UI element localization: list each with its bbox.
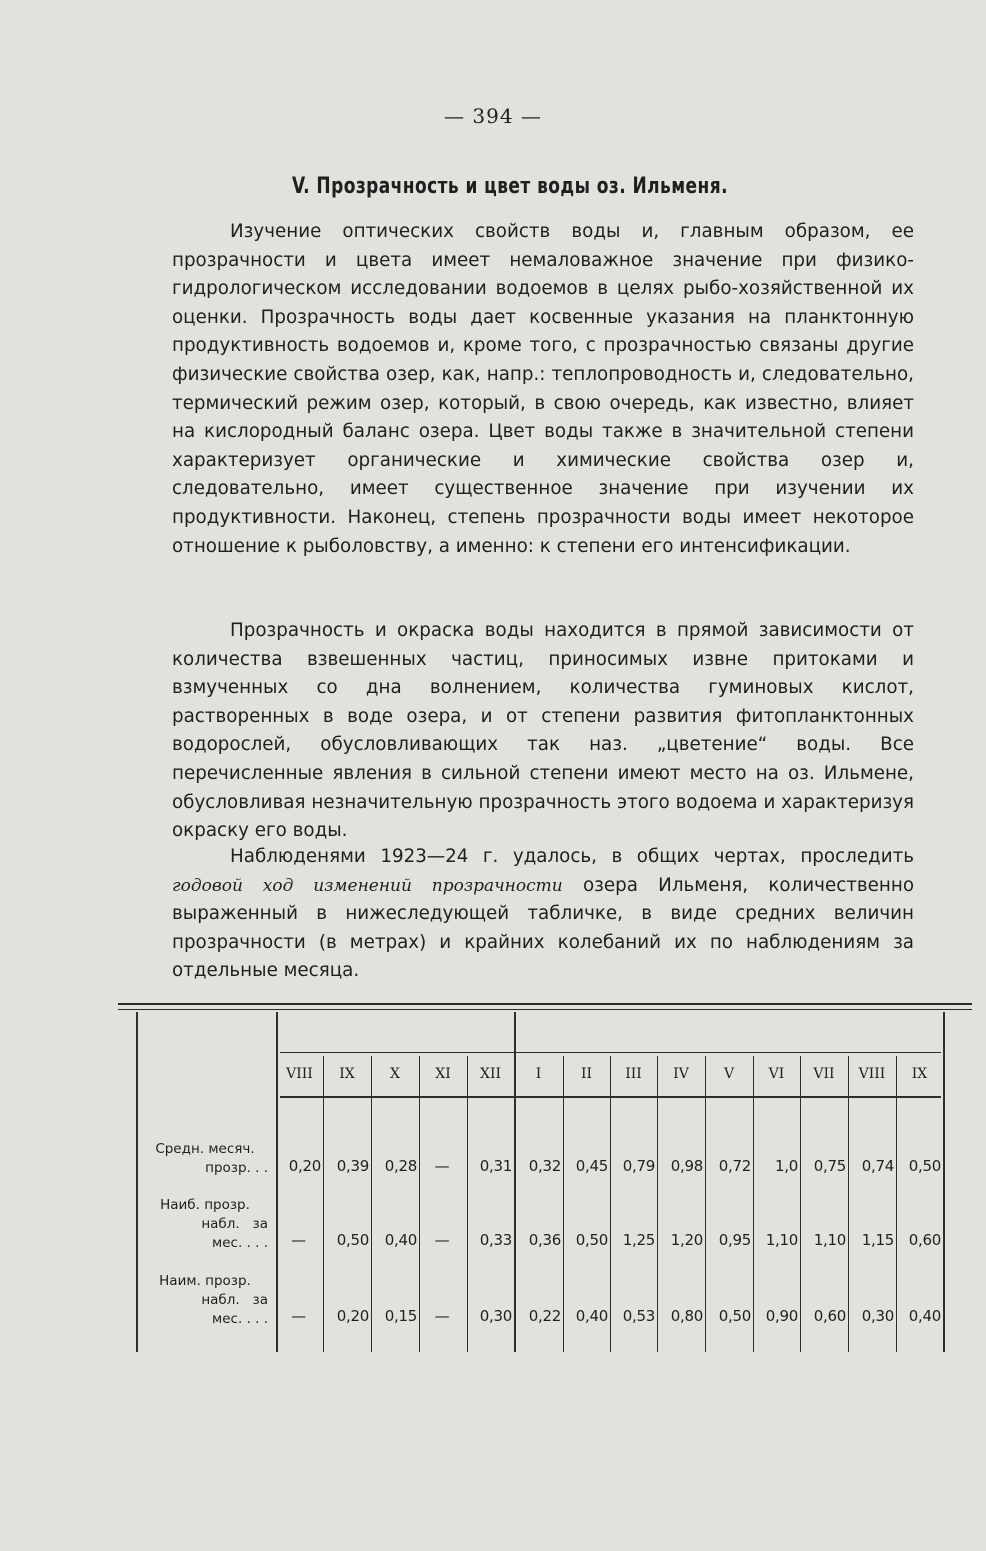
table-cell: 0,20 [336, 1307, 369, 1325]
table-cell: 1,0 [775, 1157, 798, 1175]
table-cell: 0,50 [718, 1307, 751, 1325]
table-cell: 0,60 [908, 1231, 941, 1249]
table-cell: 0,40 [908, 1307, 941, 1325]
table-cell: 0,50 [336, 1231, 369, 1249]
table-cell: 0,30 [861, 1307, 894, 1325]
month-header: IV [673, 1066, 689, 1082]
month-header: IX [339, 1066, 355, 1082]
month-header: II [580, 1066, 593, 1082]
table-top-rule-thin [118, 1009, 972, 1010]
table-cell: 0,95 [718, 1231, 751, 1249]
row-label [142, 1272, 268, 1329]
table-cell: 0,53 [622, 1307, 655, 1325]
row-label-line: прозр. . . [205, 1160, 268, 1176]
table-cell: — [434, 1231, 450, 1249]
table-cell: 1,10 [813, 1231, 846, 1249]
table-cell: — [434, 1157, 450, 1175]
table-right-border [943, 1012, 945, 1352]
paragraph-1: Изучение оптических свойств воды и, главным образом, ее прозрачности и цвета имеет немаловажное значение при физико-гидрологическом исследовании водоемов в целях рыбо-хозяйственной их оценки. Прозрачность воды дает косвенные указания на планктонную продуктивность водоемов и, кроме того, с прозрачностью связаны другие физические свойства озер, как, напр.: теплопроводность и, следовательно, термический режим озер, который, в свою очередь, как известно, влияет на кислородный баланс озера. Цвет воды также в значительной степени характеризует органические и химические свойства озер и, следовательно, имеет существенное значение при изучении их продуктивности. Наконец, степень прозрачности воды имеет некоторое отношение к рыболовству, а именно: к степени его интенсификации. [172, 221, 914, 557]
table-cell: 0,50 [908, 1157, 941, 1175]
paragraph-3-start: Наблюденями 1923—24 г. удалось, в общих чертах, проследить [230, 846, 914, 867]
paragraph-2: Прозрачность и окраска воды находится в прямой зависимости от количества взвешенных частиц, приносимых извне притоками и взмученных со дна волнением, количества гуминовых кислот, растворенных в воде озера, и от степени развития фитопланктонных водорослей, обусловливающих так наз. „цветение“ воды. Все перечисленные явления в сильной степени имеют место на оз. Ильмене, обусловливая незначительную прозрачность этого водоема и характеризуя окраску его воды. [172, 620, 914, 842]
year-underline [280, 1052, 941, 1053]
paragraph-3-end: озера Ильменя, количественно выраженный в нижеследующей табличке, в виде средних величин прозрачности (в метрах) и крайних колебаний их по наблюдениям за отдельные месяца. [172, 874, 915, 982]
table-cell: 0,28 [384, 1157, 417, 1175]
row-label-line: мес. . . . [212, 1311, 268, 1327]
table-cell: 1,10 [765, 1231, 798, 1249]
table-cell: 0,39 [336, 1157, 369, 1175]
month-header: VII [813, 1066, 835, 1082]
table-cell: 0,32 [528, 1157, 561, 1175]
row-label-line: набл. за [201, 1216, 268, 1232]
table-cell: 0,15 [384, 1307, 417, 1325]
table-top-rule [118, 1003, 972, 1005]
row-label-line: мес. . . . [212, 1235, 268, 1251]
month-header: X [390, 1066, 400, 1082]
table-cell: 0,22 [528, 1307, 561, 1325]
table-cell: 0,40 [575, 1307, 608, 1325]
section-heading: V. Прозрачность и цвет воды оз. Ильменя. [292, 174, 728, 199]
table-cell: 0,74 [861, 1157, 894, 1175]
month-header: I [535, 1066, 542, 1082]
table-cell: 0,79 [622, 1157, 655, 1175]
paragraph-3-block [172, 843, 914, 986]
table-cell: 0,80 [670, 1307, 703, 1325]
page-number: — 394 — [444, 104, 542, 128]
table-cell: 0,75 [813, 1157, 846, 1175]
table-cell: 0,45 [575, 1157, 608, 1175]
month-header: VI [768, 1066, 785, 1082]
month-header: VIII [286, 1066, 313, 1082]
table-cell: 1,25 [622, 1231, 655, 1249]
table-cell: — [291, 1231, 306, 1249]
table-cell: 0,98 [670, 1157, 703, 1175]
table-cell: 0,36 [528, 1231, 561, 1249]
paragraph-1-block [172, 218, 914, 561]
table-cell: 0,20 [288, 1157, 321, 1175]
table-cell: 0,60 [813, 1307, 846, 1325]
month-header: III [625, 1066, 642, 1082]
table-cell: — [434, 1307, 450, 1325]
month-header: V [723, 1066, 735, 1082]
table-cell: 0,90 [765, 1307, 798, 1325]
table-cell: 0,33 [479, 1231, 512, 1249]
row-label-line: Наим. прозр. [159, 1273, 251, 1289]
table-cell: 1,20 [670, 1231, 703, 1249]
month-header: XII [479, 1066, 502, 1082]
table-cell: 1,15 [861, 1231, 894, 1249]
table-cell: 0,50 [575, 1231, 608, 1249]
paragraph-3-italic: годовой ход изменений прозрачности [172, 875, 563, 896]
paragraph-2-block [172, 617, 914, 846]
table-cell: 0,72 [718, 1157, 751, 1175]
table-cell: 0,31 [479, 1157, 512, 1175]
row-label-line: Средн. месяч. [155, 1141, 255, 1157]
month-header: XI [435, 1066, 451, 1082]
table-cell: — [291, 1307, 306, 1325]
table-cell: 0,40 [384, 1231, 417, 1249]
table-left-border [136, 1012, 138, 1352]
table-cell: 0,30 [479, 1307, 512, 1325]
month-header: IX [911, 1066, 928, 1082]
paragraph-3 [172, 843, 914, 986]
row-label [142, 1196, 268, 1253]
row-label [142, 1140, 268, 1178]
year-separator [514, 1012, 516, 1352]
row-label-line: набл. за [201, 1292, 268, 1308]
month-header: VIII [858, 1066, 886, 1082]
label-column-border [276, 1012, 278, 1352]
row-label-line: Наиб. прозр. [160, 1197, 250, 1213]
